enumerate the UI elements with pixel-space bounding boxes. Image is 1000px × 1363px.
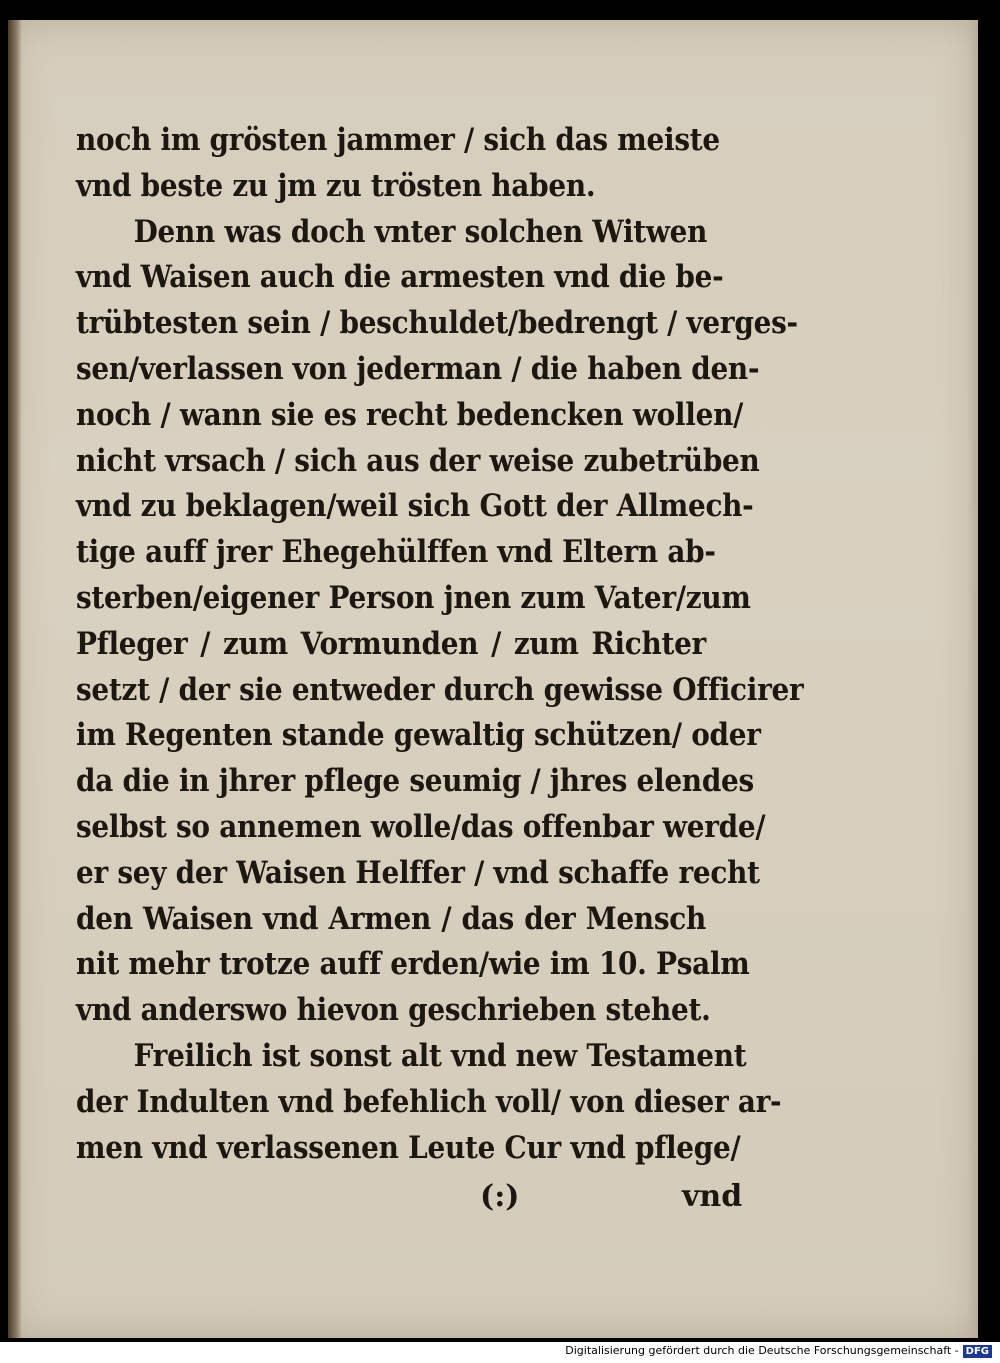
catchword: vnd: [682, 1179, 743, 1214]
text-line: noch im grösten jammer / sich das meiste: [76, 122, 720, 158]
text-line: nicht vrsach / sich aus der weise zubetrüben: [76, 442, 760, 479]
text-line: vnd beste zu jm zu trösten haben.: [76, 167, 596, 204]
text-line: da die in jhrer pflege seumig / jhres elendes: [76, 763, 754, 800]
funding-credit: [565, 1344, 992, 1358]
text-line: nit mehr trotze auff erden/wie im 10. Psalm: [76, 946, 750, 983]
text-line: vnd zu beklagen/weil sich Gott der Allmech-: [76, 488, 754, 525]
text-line: sen/verlassen von jederman / die haben den-: [76, 350, 760, 387]
page-fore-edge: [968, 20, 978, 1338]
text-line: den Waisen vnd Armen / das der Mensch: [76, 900, 706, 937]
text-line: selbst so annemen wolle/das offenbar werde/: [76, 808, 766, 845]
text-line: setzt / der sie entweder durch gewisse Officirer: [76, 671, 804, 708]
text-line: Pfleger / zum Vormunden / zum Richter: [76, 625, 706, 662]
text-line: vnd anderswo hievon geschrieben stehet.: [76, 992, 711, 1029]
page-foot-marks: [76, 1172, 776, 1222]
text-line: men vnd verlassenen Leute Cur vnd pflege/: [76, 1129, 741, 1166]
funding-credit-text: Digitalisierung gefördert durch die Deutsche Forschungsgemeinschaft -: [565, 1344, 959, 1357]
text-line: noch / wann sie es recht bedencken wollen/: [76, 396, 744, 433]
text-line: Denn was doch vnter solchen Witwen: [133, 213, 708, 250]
text-line: im Regenten stande gewaltig schützen/ oder: [76, 717, 761, 754]
text-line: tige auff jrer Ehegehülffen vnd Eltern ab-: [76, 534, 716, 571]
digitization-footer: [0, 1342, 1000, 1363]
signature-mark: (:): [480, 1179, 520, 1214]
dfg-logo-icon: DFG: [963, 1345, 992, 1358]
text-line: Freilich ist sonst alt vnd new Testament: [133, 1037, 747, 1074]
text-line: vnd Waisen auch die armesten vnd die be-: [76, 259, 724, 296]
text-line: er sey der Waisen Helffer / vnd schaffe recht: [76, 854, 760, 891]
text-line: sterben/eigener Person jnen zum Vater/zum: [76, 579, 751, 616]
text-line: trübtesten sein / beschuldet/bedrengt / verges-: [76, 305, 798, 342]
page-text: [76, 118, 804, 1171]
text-line: der Indulten vnd befehlich voll/ von dieser ar-: [76, 1083, 782, 1120]
page-gutter-shadow: [8, 20, 22, 1338]
